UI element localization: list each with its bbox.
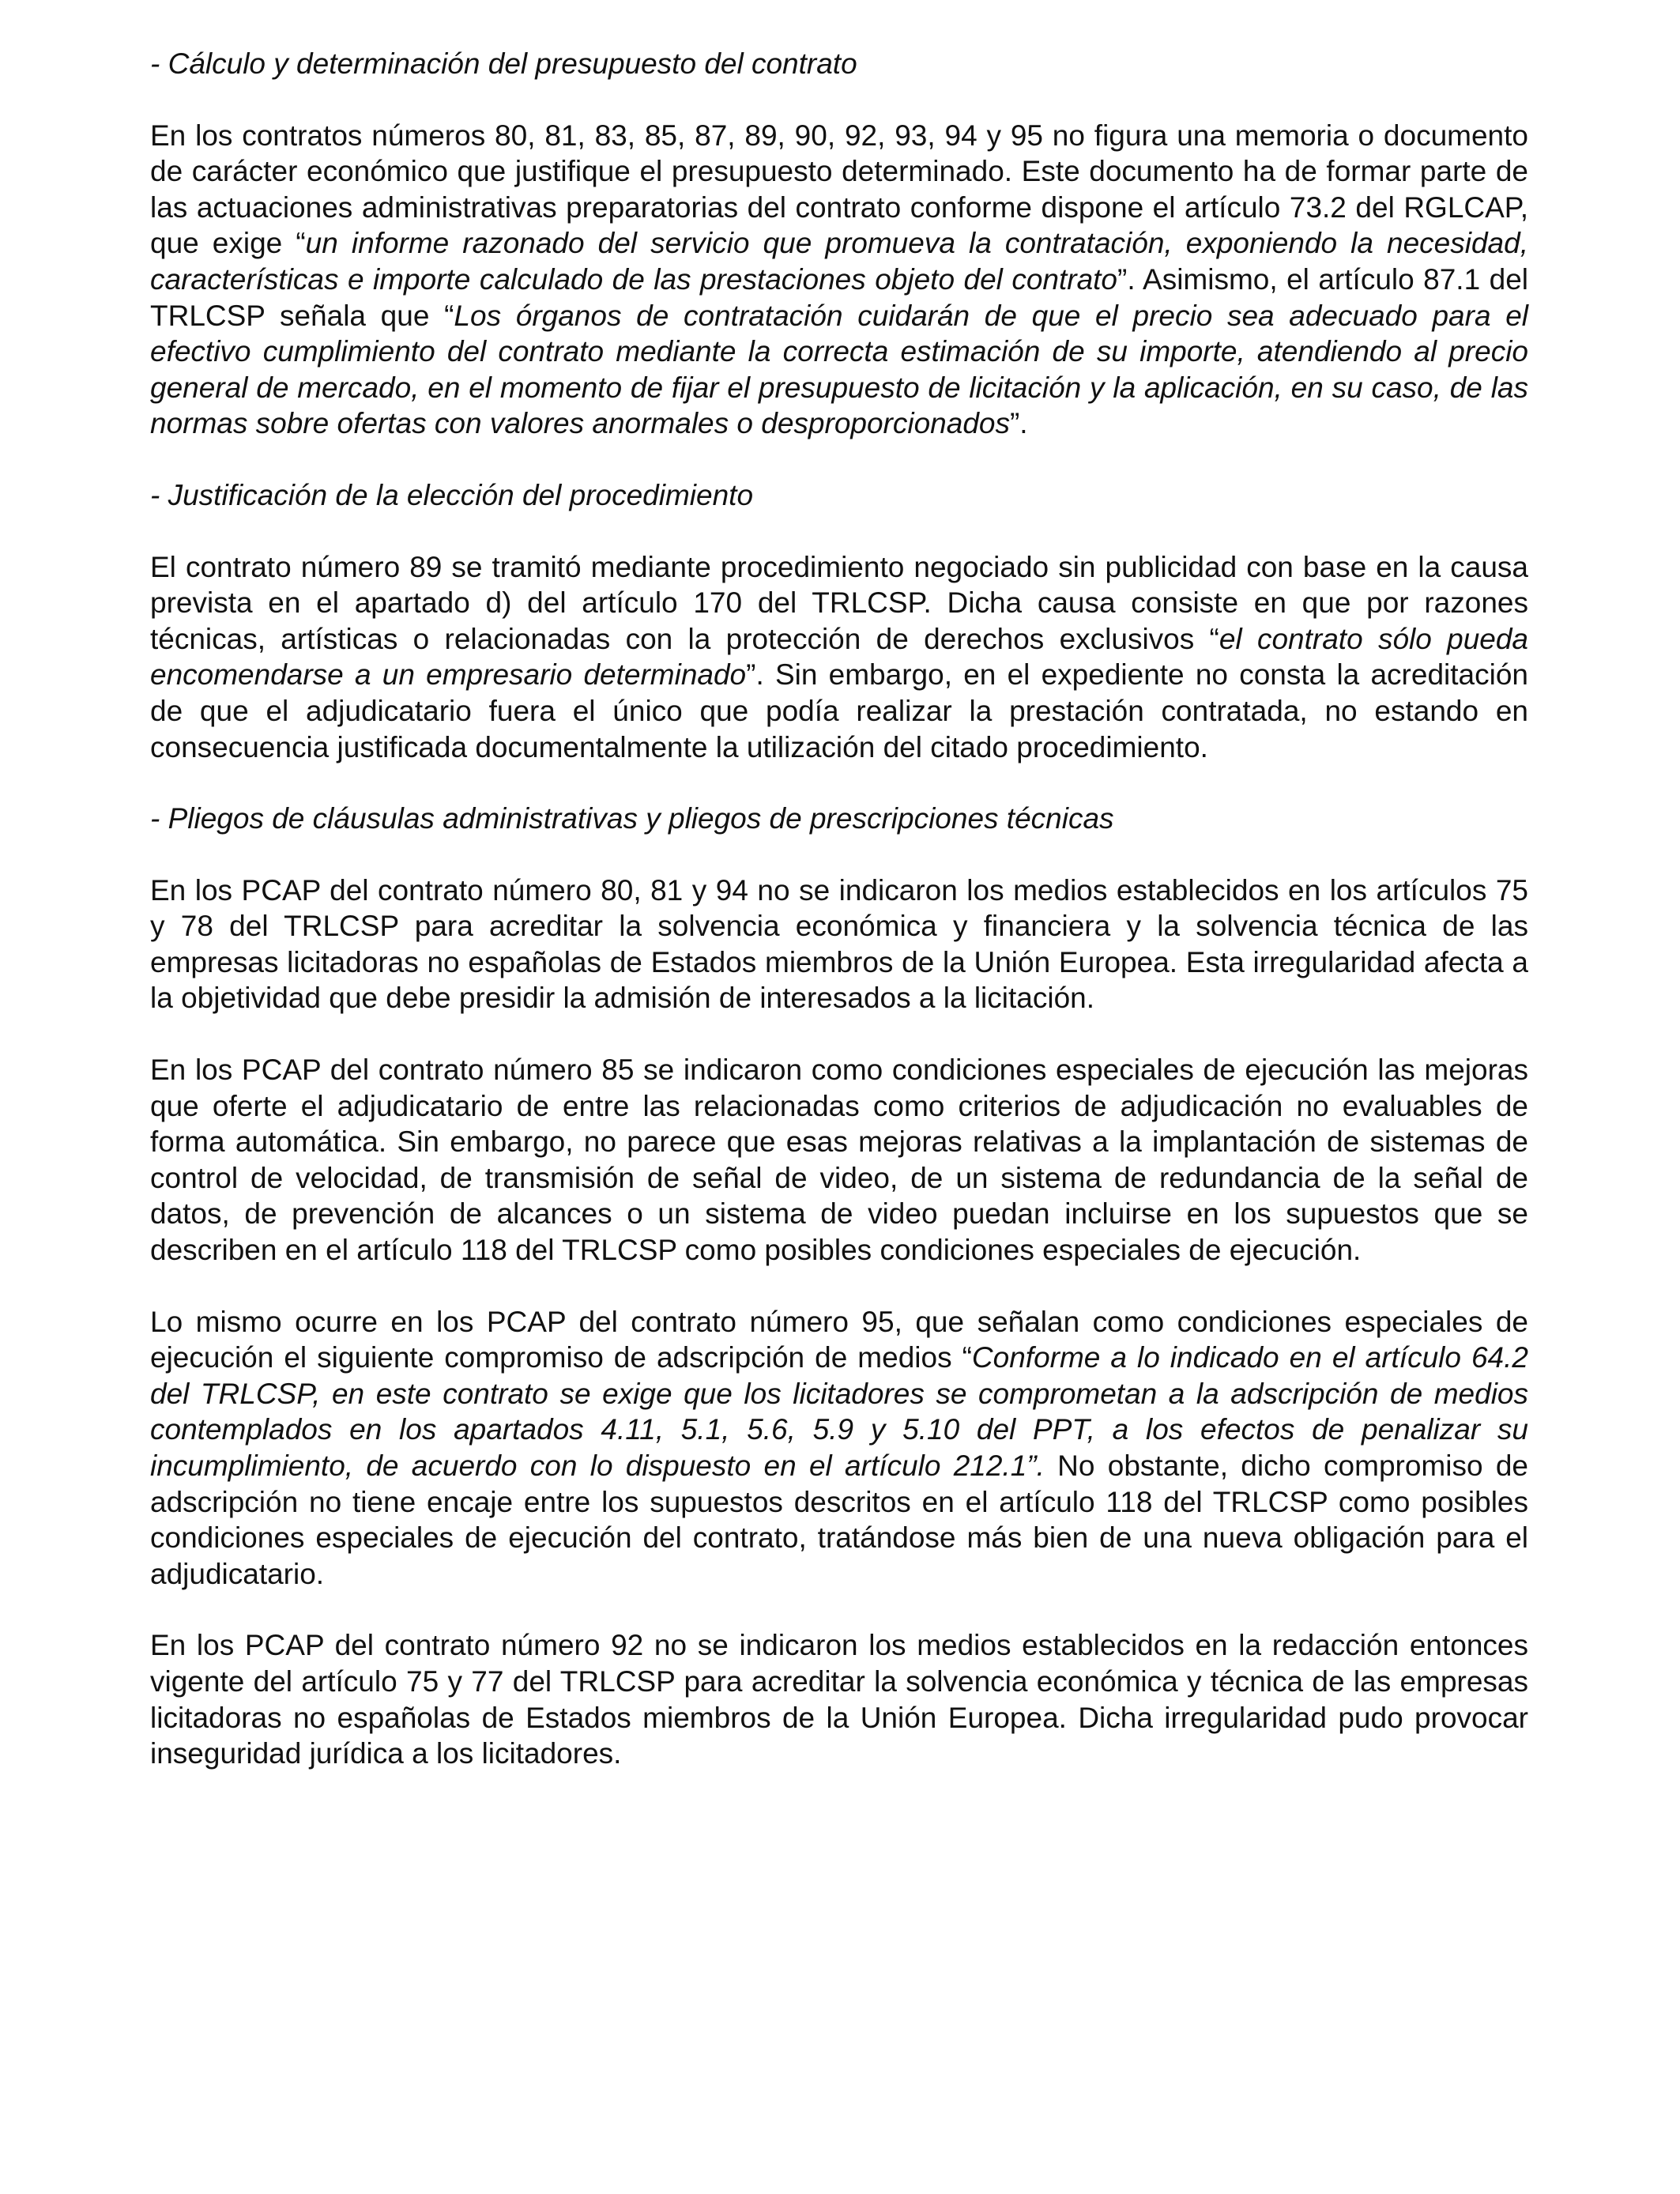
text-run: ”. Sin embargo, en el expediente no consta la acreditación de que el adjudicatario fuera el único que podía realizar la prestación contratada, no estando en consecuencia justificada documentalmente la utilización del citado procedimiento. [150,658,1528,763]
quoted-text: el contrato sólo pueda encomendarse a un empresario determinado [150,622,1528,692]
document-page [150,46,1528,1808]
section-pliegos [150,801,1528,1772]
paragraph [150,549,1528,766]
paragraph [150,1304,1528,1593]
text-run: En los PCAP del contrato número 92 no se indicaron los medios establecidos en la redacción entonces vigente del artículo 75 y 77 del TRLCSP para acreditar la solvencia económica y técnica de las empresas licitadoras no españolas de Estados miembros de la Unión Europea. Dicha irregularidad pudo provocar inseguridad jurídica a los licitadores. [150,1629,1528,1770]
text-run: En los PCAP del contrato número 80, 81 y 94 no se indicaron los medios establecidos en los artículos 75 y 78 del TRLCSP para acreditar la solvencia económica y financiera y la solvencia técnica de las empresas licitadoras no españolas de Estados miembros de la Unión Europea. Esta irregularidad afecta a la objetividad que debe presidir la admisión de interesados a la licitación. [150,873,1528,1015]
section-heading: - Pliegos de cláusulas administrativas y pliegos de prescripciones técnicas [150,802,1114,835]
text-run: En los PCAP del contrato número 85 se indicaron como condiciones especiales de ejecución las mejoras que oferte el adjudicatario de entre las relacionadas como criterios de adjudicación no evaluables de forma automática. Sin embargo, no parece que esas mejoras relativas a la implantación de sistemas de control de velocidad, de transmisión de señal de video, de un sistema de redundancia de la señal de datos, de prevención de alcances o un sistema de video puedan incluirse en los supuestos que se describen en el artículo 118 del TRLCSP como posibles condiciones especiales de ejecución. [150,1054,1528,1267]
paragraph [150,873,1528,1016]
paragraph [150,118,1528,442]
text-run: En los contratos números 80, 81, 83, 85, 87, 89, 90, 92, 93, 94 y 95 no figura una memoria o documento de carácter económico que justifique el presupuesto determinado. Este documento ha de formar parte de las actuaciones administrativas preparatorias del contrato conforme dispone el artículo 73.2 del RGLCAP, que exige “ [150,119,1528,260]
section-procedimiento [150,477,1528,765]
section-heading: - Justificación de la elección del procedimiento [150,478,754,511]
text-run: Lo mismo ocurre en los PCAP del contrato número 95, que señalan como condiciones especiales de ejecución el siguiente compromiso de adscripción de medios “ [150,1305,1528,1374]
text-run: ”. Asimismo, el artículo 87.1 del TRLCSP señala que “ [150,262,1528,332]
text-run: No obstante, dicho compromiso de adscripción no tiene encaje entre los supuestos descritos en el artículo 118 del TRLCSP como posibles condiciones especiales de ejecución del contrato, tratándose más bien de una nueva obligación para el adjudicatario. [150,1449,1528,1590]
text-run: El contrato número 89 se tramitó mediante procedimiento negociado sin publicidad con base en la causa prevista en el apartado d) del artículo 170 del TRLCSP. Dicha causa consiste en que por razones técnicas, artísticas o relacionadas con la protección de derechos exclusivos “ [150,550,1528,655]
quoted-text: Los órganos de contratación cuidarán de que el precio sea adecuado para el efectivo cumplimiento del contrato mediante la correcta estimación de su importe, atendiendo al precio general de mercado, en el momento de fijar el presupuesto de licitación y la aplicación, en su caso, de las normas sobre ofertas con valores anormales o desproporcionados [150,299,1529,440]
section-heading: - Cálculo y determinación del presupuesto del contrato [150,47,857,80]
section-presupuesto [150,46,1528,442]
text-run: ”. [1009,407,1028,440]
paragraph [150,1052,1528,1269]
paragraph [150,1627,1528,1771]
quoted-text: Conforme a lo indicado en el artículo 64.2 del TRLCSP, en este contrato se exige que los licitadores se comprometan a la adscripción de medios contemplados en los apartados 4.11, 5.1, 5.6, 5.9 y 5.10 del PPT, a los efectos de penalizar su incumplimiento, de acuerdo con lo dispuesto en el artículo 212.1”. [150,1341,1528,1482]
quoted-text: un informe razonado del servicio que promueva la contratación, exponiendo la necesidad, características e importe calculado de las prestaciones objeto del contrato [150,227,1528,296]
